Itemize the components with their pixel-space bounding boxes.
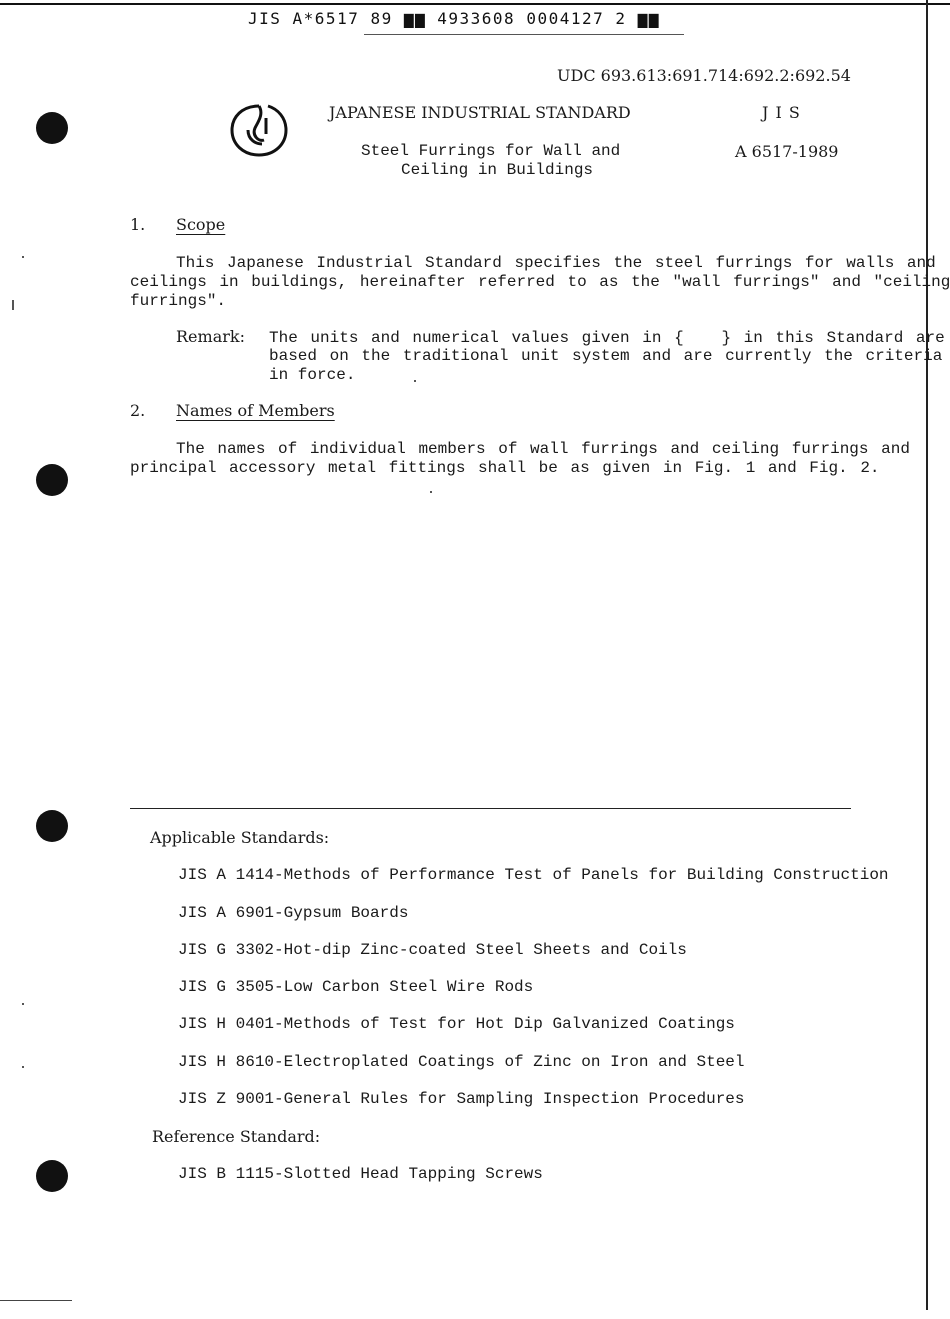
footnote-separator [130,808,851,809]
scope-paragraph-line: furrings". [130,292,227,310]
applicable-standard-item: JIS Z 9001-General Rules for Sampling Inspection Procedures [178,1090,745,1108]
scan-speck [22,1066,24,1068]
applicable-standard-item: JIS G 3302-Hot-dip Zinc-coated Steel Sheets and Coils [178,941,687,959]
scan-speck [0,1300,72,1301]
scan-speck [414,380,416,382]
applicable-standard-item: JIS H 8610-Electroplated Coatings of Zinc on Iron and Steel [178,1053,745,1071]
section-title: Names of Members [176,401,335,420]
remark-label: Remark: [176,327,245,346]
punch-hole [36,1160,68,1192]
scan-speck [22,256,24,258]
section-number: 1. [130,215,146,234]
organization-title: JAPANESE INDUSTRIAL STANDARD [329,103,631,122]
scan-speck [430,491,432,493]
scan-speck [12,300,14,310]
reference-standard-item: JIS B 1115-Slotted Head Tapping Screws [178,1165,543,1183]
section-number: 2. [130,401,146,420]
members-paragraph-line: The names of individual members of wall furrings and ceiling furrings and [176,440,910,458]
standard-number: A 6517-1989 [735,142,839,161]
jis-mark: J I S [762,103,801,122]
jis-logo-icon [228,100,290,160]
applicable-standard-item: JIS H 0401-Methods of Test for Hot Dip Galvanized Coatings [178,1015,735,1033]
members-paragraph-line: principal accessory metal fittings shall be as given in Fig. 1 and Fig. 2. [130,459,880,477]
remark-line: in force. [269,366,356,384]
remark-line: The units and numerical values given in { } in this Standard are [269,329,945,347]
scope-paragraph-line: This Japanese Industrial Standard specifies the steel furrings for walls and [176,254,936,272]
applicable-standard-item: JIS A 6901-Gypsum Boards [178,904,409,922]
applicable-standard-item: JIS G 3505-Low Carbon Steel Wire Rods [178,978,534,996]
applicable-standard-item: JIS A 1414-Methods of Performance Test of Panels for Building Construction [178,866,889,884]
reference-standard-heading: Reference Standard: [152,1127,321,1146]
section-title: Scope [176,215,226,234]
header-rule [364,34,684,35]
document-header-code: JIS A*6517 89 ▆▆ 4933608 0004127 2 ▆▆ [248,9,660,28]
punch-hole [36,810,68,842]
applicable-standards-heading: Applicable Standards: [150,828,330,847]
punch-hole [36,464,68,496]
right-scan-edge [926,0,928,1310]
remark-line: based on the traditional unit system and are currently the criteria [269,347,943,365]
punch-hole [36,112,68,144]
scope-paragraph-line: ceilings in buildings, hereinafter referred to as the "wall furrings" and "ceiling [130,273,950,291]
document-title-line-2: Ceiling in Buildings [401,161,594,179]
document-title-line-1: Steel Furrings for Wall and [361,142,621,160]
scan-speck [22,1003,24,1005]
udc-number: UDC 693.613:691.714:692.2:692.54 [557,66,851,85]
top-scan-edge [0,3,950,5]
